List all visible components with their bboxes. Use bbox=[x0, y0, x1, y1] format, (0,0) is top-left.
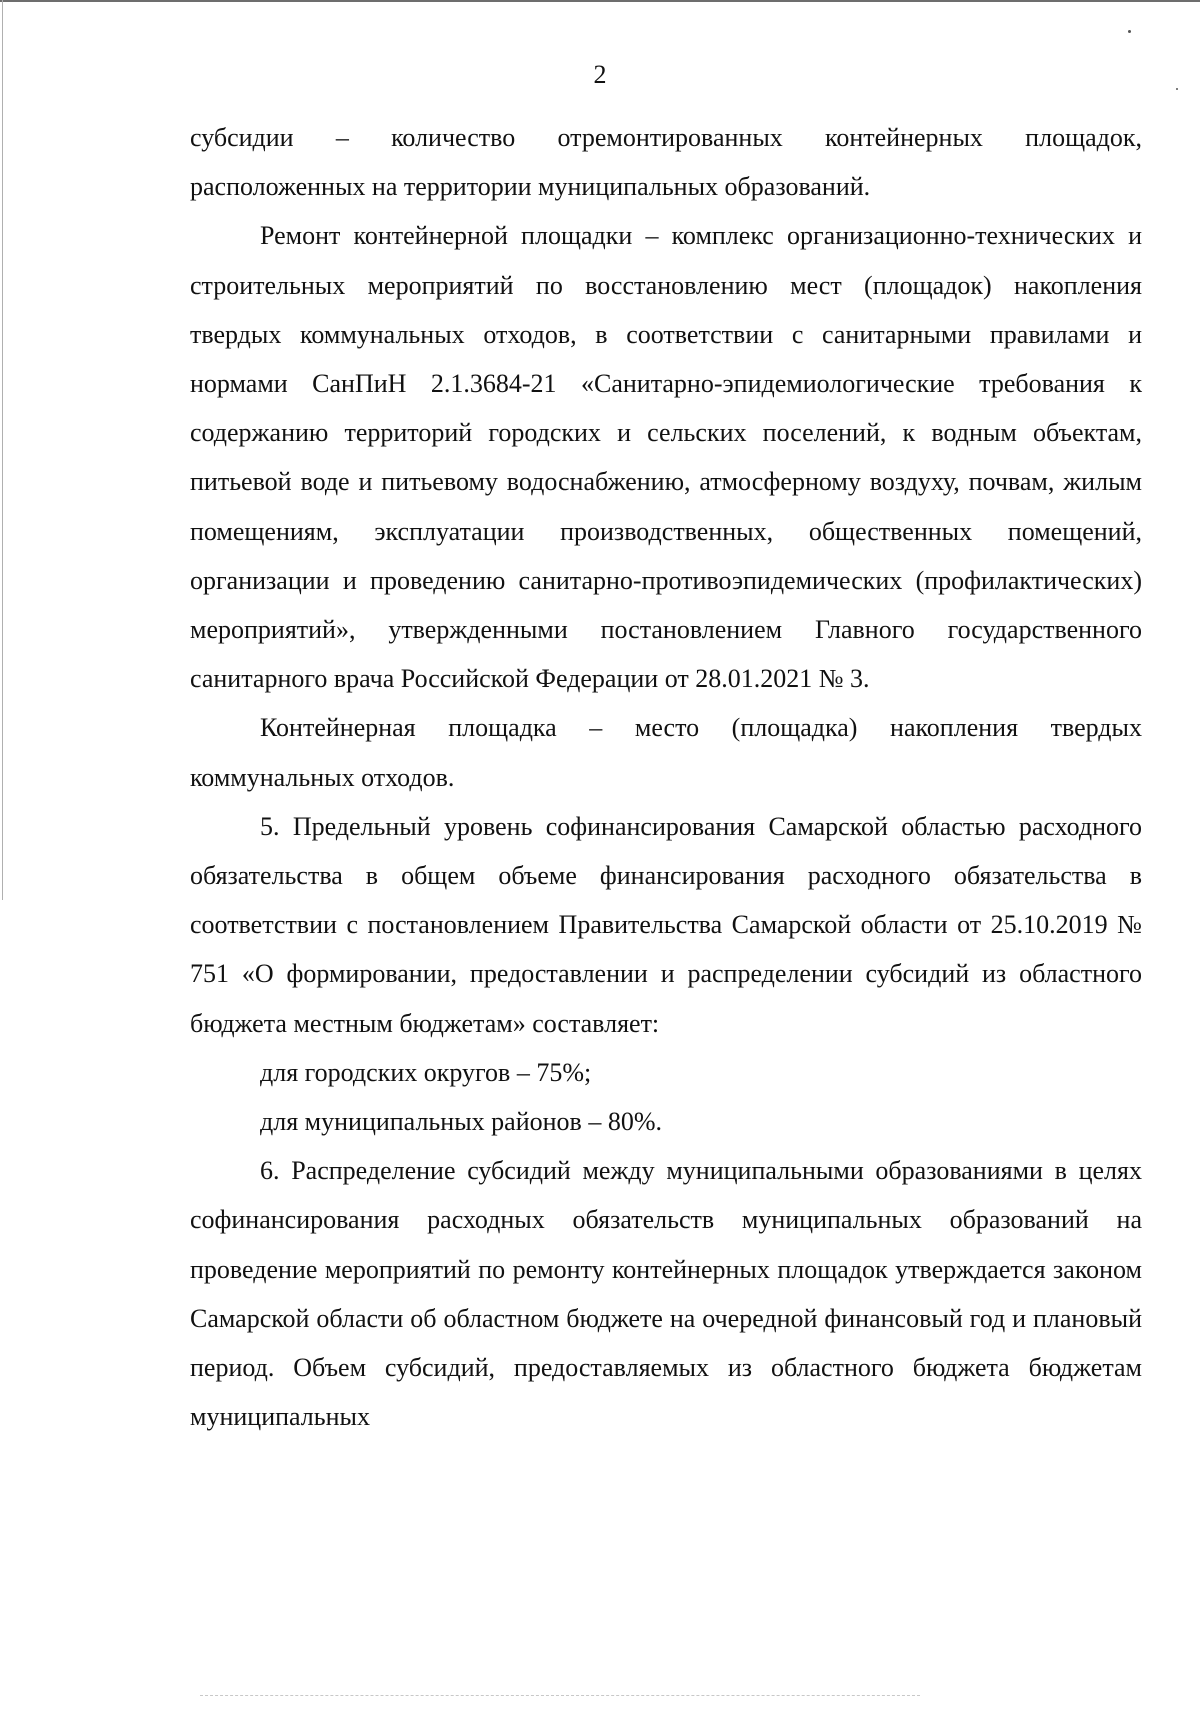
page-number: 2 bbox=[593, 60, 607, 89]
paragraph-container-site-definition: Контейнерная площадка – место (площадка) накопления твердых коммунальных отходов. bbox=[190, 713, 1142, 792]
paragraph-repair-definition: Ремонт контейнерной площадки – комплекс организационно-технических и строительных мероприятий по восстановлению мест (площадок) накопления твердых коммунальных отходов, в соответствии с санитарными правилами и нормами СанПиН 2.1.3684-21 «Санитарно-эпидемиологические требования к содержанию территорий городских и сельских поселений, к водным объектам, питьевой воде и питьевому водоснабжению, атмосферному воздуху, почвам, жилым помещениям, эксплуатации производственных, общественных помещений, организации и проведению санитарно-противоэпидемических (профилактических) мероприятий», утвержденными постановлением Главного государственного санитарного врача Российской Федерации от 28.01.2021 № 3. bbox=[190, 221, 1142, 694]
scan-edge-top bbox=[0, 0, 1200, 2]
paragraph-subsidy-indicator: субсидии – количество отремонтированных контейнерных площадок, расположенных на территории муниципальных образований. bbox=[190, 123, 1142, 202]
paragraph-cofinancing-level: 5. Предельный уровень софинансирования Самарской областью расходного обязательства в общем объеме финансирования расходного обязательства в соответствии с постановлением Правительства Самарской области от 25.10.2019 № 751 «О формировании, предоставлении и распределении субсидий из областного бюджета местным бюджетам» составляет: bbox=[190, 811, 1142, 1038]
document-body bbox=[190, 113, 1142, 1441]
scan-noise-bottom bbox=[200, 1695, 920, 1697]
scan-edge-left bbox=[2, 0, 3, 900]
list-item-urban-districts: для городских округов – 75%; bbox=[260, 1057, 592, 1087]
list-item-municipal-districts: для муниципальных районов – 80%. bbox=[260, 1107, 662, 1137]
scan-speck bbox=[1128, 30, 1131, 33]
paragraph-subsidy-distribution: 6. Распределение субсидий между муниципальными образованиями в целях софинансирования расходных обязательств муниципальных образований на проведение мероприятий по ремонту контейнерных площадок утверждается законом Самарской области об областном бюджете на очередной финансовый год и плановый период. Объем субсидий, предоставляемых из областного бюджета бюджетам муниципальных bbox=[190, 1156, 1142, 1432]
